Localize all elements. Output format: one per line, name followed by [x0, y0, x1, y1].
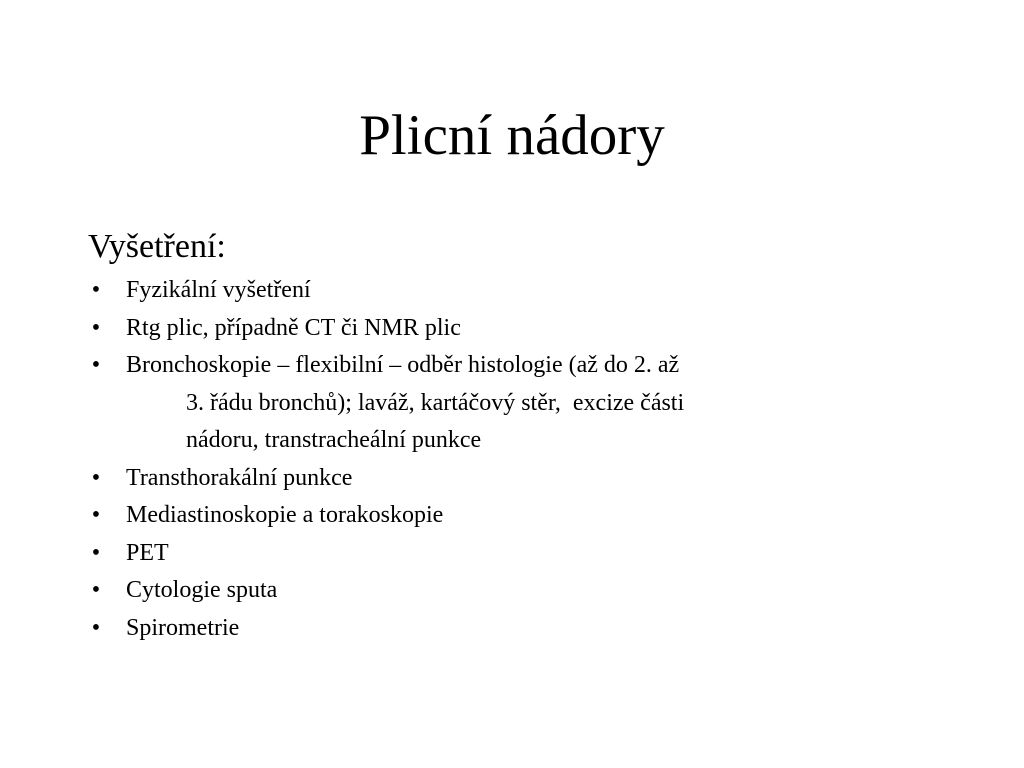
bullet-text: Fyzikální vyšetření: [126, 277, 311, 303]
bullet-icon: •: [91, 314, 101, 341]
bullet-icon: •: [91, 277, 101, 303]
bullet-item-pet: [86, 535, 946, 573]
bullet-text: Mediastinoskopie a torakoskopie: [126, 502, 444, 528]
bullet-text: Rtg plic, případně CT či NMR plic: [126, 314, 461, 341]
bullet-item-bronchoskopie: [86, 347, 946, 460]
bullet-item-cytologie-sputa: [86, 572, 946, 610]
bullet-item-rtg-plic: [86, 310, 946, 348]
bullet-icon: •: [91, 464, 101, 491]
bullet-item-spirometrie: [86, 610, 946, 648]
bullet-text: Spirometrie: [126, 614, 240, 641]
bullet-icon: •: [91, 614, 101, 641]
slide-title: Plicní nádory: [359, 104, 665, 167]
bullet-icon: •: [91, 539, 101, 566]
bullet-item-fyzikalni-vysetreni: [86, 272, 946, 310]
bullet-text: Transthorakální punkce: [126, 464, 353, 491]
section-heading: Vyšetření:: [88, 228, 226, 265]
bullet-item-transthorakalni-punkce: [86, 460, 946, 498]
bullet-text: Cytologie sputa: [126, 577, 278, 603]
bullet-text-continuation: nádoru, transtracheální punkce: [186, 427, 482, 453]
bullet-text: Bronchoskopie – flexibilní – odběr histologie (až do 2. až: [126, 352, 680, 378]
bullet-icon: •: [91, 352, 101, 378]
bullet-icon: •: [91, 577, 101, 603]
bullet-text-continuation: 3. řádu bronchů); laváž, kartáčový stěr, excize části: [186, 389, 685, 416]
bullet-icon: •: [91, 502, 101, 528]
bullet-item-mediastinoskopie: [86, 497, 946, 535]
bullet-list: [86, 272, 946, 647]
bullet-text: PET: [126, 539, 169, 566]
